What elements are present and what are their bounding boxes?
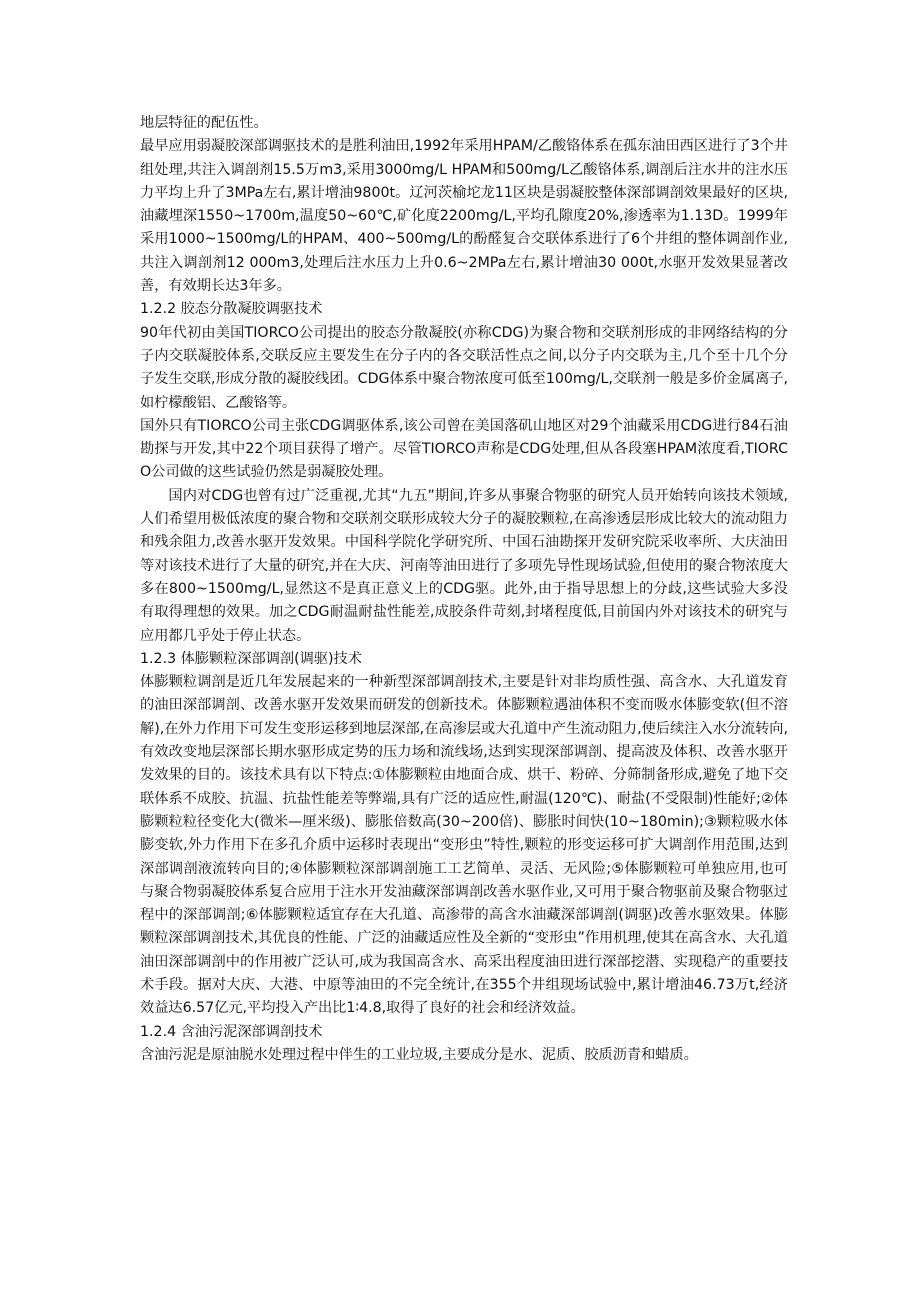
paragraph-swelling-particles: 体膨颗粒调剖是近几年发展起来的一种新型深部调剖技术,主要是针对非均质性强、高含水、大孔道发育的油田深部调剖、改善水驱开发效果而研发的创新技术。体膨颗粒遇油体积不变而吸水体膨变软(但不溶解),在外力作用下可发生变形运移到地层深部,在高渗层或大孔道中产生流动阻力,使后续注入水分流转向,有效改变地层深部长期水驱形成定势的压力场和流线场,达到实现深部调剖、提高波及体积、改善水驱开发效果的目的。该技术具有以下特点:①体膨颗粒由地面合成、烘干、粉碎、分筛制备形成,避免了地下交联体系不成胶、抗温、抗盐性能差等弊端,具有广泛的适应性,耐温(120℃)、耐盐(不受限制)性能好;②体膨颗粒粒径变化大(微米—厘米级)、膨胀倍数高(30~200倍)、膨胀时间快(10~180min);③颗粒吸水体膨变软,外力作用下在多孔介质中运移时表现出“变形虫”特性,颗粒的形变运移可扩大调剖作用范围,达到深部调剖液流转向目的;④体膨颗粒深部调剖施工工艺简单、灵活、无风险;⑤体膨颗粒可单独应用,也可与聚合物弱凝胶体系复合应用于注水开发油藏深部调剖改善水驱作业,又可用于聚合物驱前及聚合物驱过程中的深部调剖;⑥体膨颗粒适宜存在大孔道、高渗带的高含水油藏深部调剖(调驱)改善水驱效果。体膨颗粒深部调剖技术,其优良的性能、广泛的油藏适应性及全新的“变形虫”作用机理,使其在高含水、大孔道油田深部调剖中的作用被广泛认可,成为我国高含水、高采出程度油田进行深部挖潜、实现稳产的重要技术手段。据对大庆、大港、中原等油田的不完全统计,在355个井组现场试验中,累计增油46.73万t,经济效益达6.57亿元,平均投入产出比1∶4.8,取得了良好的社会和经济效益。 bbox=[140, 674, 788, 1017]
paragraph-cdg-domestic: 国内对CDG也曾有过广泛重视,尤其“九五”期间,许多从事聚合物驱的研究人员开始转向该技术领域,人们希望用极低浓度的聚合物和交联剂交联形成较大分子的凝胶颗粒,在高渗透层形成比较大的流动阻力和残余阻力,改善水驱开发效果。中国科学院化学研究所、中国石油勘探开发研究院采收率所、大庆油田等对该技术进行了大量的研究,并在大庆、河南等油田进行了多项先导性现场试验,但使用的聚合物浓度大多在800~1500mg/L,显然这不是真正意义上的CDG驱。此外,由于指导思想上的分歧,这些试验大多没有取得理想的效果。加之CDG耐温耐盐性能差,成胶条件苛刻,封堵程度低,目前国内外对该技术的研究与应用都几乎处于停止状态。 bbox=[140, 487, 788, 644]
paragraph-oily-sludge: 含油污泥是原油脱水处理过程中伴生的工业垃圾,主要成分是水、泥质、胶质沥青和蜡质。 bbox=[140, 1046, 698, 1063]
section-heading-1-2-4: 1.2.4 含油污泥深部调剖技术 bbox=[140, 1023, 323, 1040]
section-heading-1-2-2: 1.2.2 胶态分散凝胶调驱技术 bbox=[140, 301, 323, 318]
section-heading-1-2-3: 1.2.3 体膨颗粒深部调剖(调驱)技术 bbox=[140, 650, 362, 667]
paragraph-cdg-tiorco: 国外只有TIORCO公司主张CDG调驱体系,该公司曾在美国落矶山地区对29个油藏采用CDG进行84石油勘探与开发,其中22个项目获得了增产。尽管TIORCO声称是CDG处理,但从各段塞HPAM浓度看,TIORCO公司做的这些试验仍然是弱凝胶处理。 bbox=[140, 417, 788, 481]
document-body bbox=[140, 112, 788, 1067]
paragraph-cdg-intro: 90年代初由美国TIORCO公司提出的胶态分散凝胶(亦称CDG)为聚合物和交联剂形成的非网络结构的分子内交联凝胶体系,交联反应主要发生在分子内的各交联活性点之间,以分子内交联为主,几个至十几个分子发生交联,形成分散的凝胶线团。CDG体系中聚合物浓度可低至100mg/L,交联剂一般是多价金属离子,如柠檬酸铝、乙酸铬等。 bbox=[140, 324, 788, 411]
paragraph-continuation: 地层特征的配伍性。 bbox=[140, 115, 268, 131]
paragraph-shengli-weak-gel: 最早应用弱凝胶深部调驱技术的是胜利油田,1992年采用HPAM/乙酸铬体系在孤东油田西区进行了3个井组处理,共注入调剖剂15.5万m3,采用3000mg/L HPAM和500mg/L乙酸铬体系,调剖后注水井的注水压力平均上升了3MPa左右,累计增油9800t。辽河茨榆坨龙11区块是弱凝胶整体深部调剖效果最好的区块,油藏埋深1550~1700m,温度50~60℃,矿化度2200mg/L,平均孔隙度20%,渗透率为1.13D。1999年采用1000~1500mg/L的HPAM、400~500mg/L的酚醛复合交联体系进行了6个井组的整体调剖作业,共注入调剖剂12 000m3,处理后注水压力上升0.6~2MPa左右,累计增油30 000t,水驱开发效果显著改善，有效期长达3年多。 bbox=[140, 138, 788, 295]
